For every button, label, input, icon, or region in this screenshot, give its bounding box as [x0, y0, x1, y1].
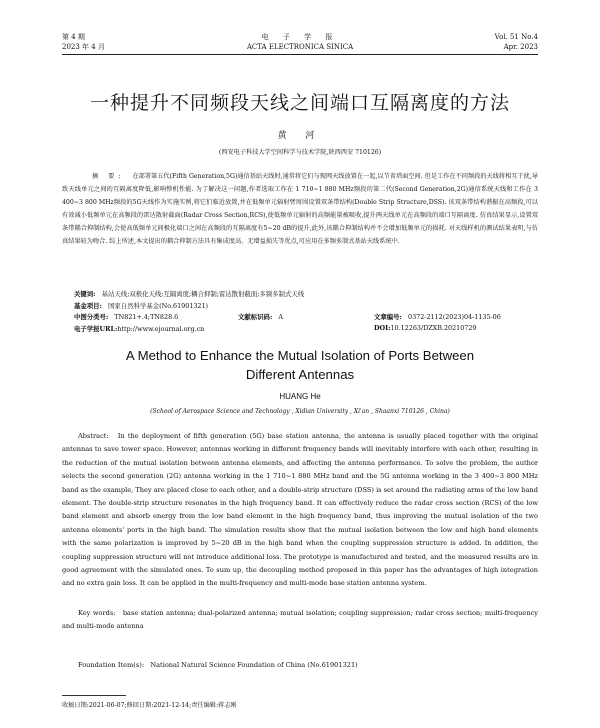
date-en: Apr. 2023 [503, 43, 538, 51]
title-en [0, 346, 600, 384]
journal-name-en: ACTA ELECTRONICA SINICA [246, 43, 354, 51]
abstract-en [62, 430, 538, 591]
clc-field [74, 312, 178, 321]
header-rule [62, 54, 538, 55]
clc-value: TN821+.4;TN828.6 [114, 313, 179, 321]
url-link[interactable]: http://www.ejournal.org.cn [117, 325, 205, 333]
doi-value: 10.12263/DZXB.20210729 [390, 324, 477, 332]
classification-row [62, 312, 538, 324]
foundation-en-label: Foundation Item(s): [78, 661, 145, 669]
issue-cn: 第 4 期 [62, 33, 85, 41]
doi-label: DOI: [374, 324, 391, 332]
header-center [62, 32, 538, 52]
abstract-en-text: In the deployment of fifth generation (5G) base station antenna, the antenna is usually placed together with the original antennas to save tower space. However, antennas working in different frequency bands will inevitably interfere with each other, resulting in the reduction of the mutual isolation between antenna elements, and affecting the antenna performance. To solve the problem, the author selects the second generation (2G) antenna working in the 1 710~1 880 MHz band and the 5G antenna working in the 3 400~3 800 MHz band as the example, They are placed close to each other, and a double-strip structure (DSS) is set around the radiating arms of the low band element. The double-strip structure resonates in the high frequency band. It can effectively reduce the radar cross section (RCS) of the low band element and absorb energy from the low band element in the high frequency band, thus improving the mutual isolation of the two antenna elements' ports in the high band. The simulation results show that the mutual isolation between the low and high band elements with the same polarization is improved by 5~20 dB in the high band when the coupling suppression structure is added. In addition, the coupling suppression structure will not introduce additional loss. The prototype is manufactured and tested, and the measured results are in good agreement with the simulated ones. To sum up, the decoupling method proposed in this paper has the advantages of high integration and no extra gain loss. It can be applied in the multi-frequency and multi-mode base station antenna system. [62, 432, 538, 588]
keywords-cn-text: 基站天线;双极化天线;互隔离度;耦合抑制;雷达散射截面;多频多制式天线 [101, 290, 305, 298]
affiliation-en: (School of Aerospace Science and Technology , Xidian University , Xi'an , Shaanxi 710126 , China) [150, 408, 450, 415]
abstract-cn-label: 摘 要: [92, 173, 125, 180]
date-cn: 2023 年 4 月 [62, 43, 105, 51]
foundation-en [78, 661, 358, 669]
fund-cn [62, 300, 538, 312]
article-no-label: 文章编号: [374, 313, 402, 321]
footnote: 收稿日期:2021-06-07;修回日期:2021-12-14;责任编辑:蒋志刚 [62, 702, 237, 709]
volume-info: Vol. 51 No.4 [494, 33, 538, 41]
title-cn: 一种提升不同频段天线之间端口互隔离度的方法 [89, 92, 510, 114]
url-label: 电子学报URL: [74, 325, 118, 333]
doi-field [374, 324, 476, 332]
article-no-value: 0372-2112(2023)04-1135-06 [408, 313, 501, 321]
footnote-rule [62, 695, 126, 696]
fund-cn-label: 基金项目: [74, 302, 102, 310]
keywords-cn-label: 关键词: [74, 290, 96, 298]
keywords-en-label: Key words: [78, 609, 116, 617]
running-header [62, 32, 538, 56]
abstract-cn [62, 170, 538, 248]
clc-label: 中图分类号: [74, 313, 109, 321]
keywords-en-text: base station antenna; dual-polarized antenna; mutual isolation; coupling suppression; radar cross section; multi-frequency and multi-mode antenna [62, 609, 538, 631]
title-en-line-1: A Method to Enhance the Mutual Isolation of Ports Between [125, 348, 475, 363]
author-en: HUANG He [279, 392, 321, 401]
doc-code-field [238, 312, 283, 321]
affiliation-cn: (西安电子科技大学空间科学与技术学院,陕西西安 710126) [218, 149, 382, 156]
title-en-line-2: Different Antennas [245, 367, 355, 382]
doc-code-label: 文献标识码: [238, 313, 273, 321]
article-no-field [374, 312, 501, 321]
fund-cn-text: 国家自然科学基金(No.61901321) [108, 302, 209, 310]
abstract-cn-text: 在部署第五代(Fifth Generation,5G)通信基站天线时,通常将它们与现网天线放置在一起,以节省塔面空间. 但是工作在不同频段的天线将相互干扰,导致天线单元之间的互隔离度降低,影响整机性能. 为了解决这一问题,作者选取工作在 1 710~1 880 MHz频段的第二代(Second Generation,2G)通信系统天线和工作在 3 400~3 800 MHz频段的5G天线作为实施实例,将它们临近放置,并在低频单元辐射臂周围设置双条带结构(Double Strip Structure,DSS). 该双条带结构谐振在高频段,可以有效减小低频单元在高频段的雷达散射截面(Radar Cross Section,RCS),使低频单元辐射的高频能量被吸收,提升两天线单元在高频段的端口互隔离度. 仿真结果显示,设置双条带耦合抑制结构,会使高低频单元间极化端口之间在高频段的互隔离度有5~20 dB的提升,此外,该耦合抑制结构并不会增加低频单元的损耗. 对天线样机的测试结果表明,与仿真结果较为吻合. 综上所述,本文提出的耦合抑制方法具有集成度高、无增益损失等优点,可应用在多频多制式基站天线系统中. [62, 173, 538, 245]
header-right [495, 32, 538, 52]
url-doi-row [62, 324, 538, 336]
foundation-en-text: National Natural Science Foundation of China (No.61901321) [150, 661, 358, 669]
abstract-en-label: Abstract: [78, 432, 109, 440]
keywords-cn [62, 288, 538, 300]
keywords-en [62, 607, 538, 634]
journal-name-cn: 电 子 学 报 [261, 33, 339, 41]
author-cn: 黄 河 [277, 131, 323, 141]
doc-code-value: A [278, 313, 284, 321]
url-field [74, 324, 204, 333]
